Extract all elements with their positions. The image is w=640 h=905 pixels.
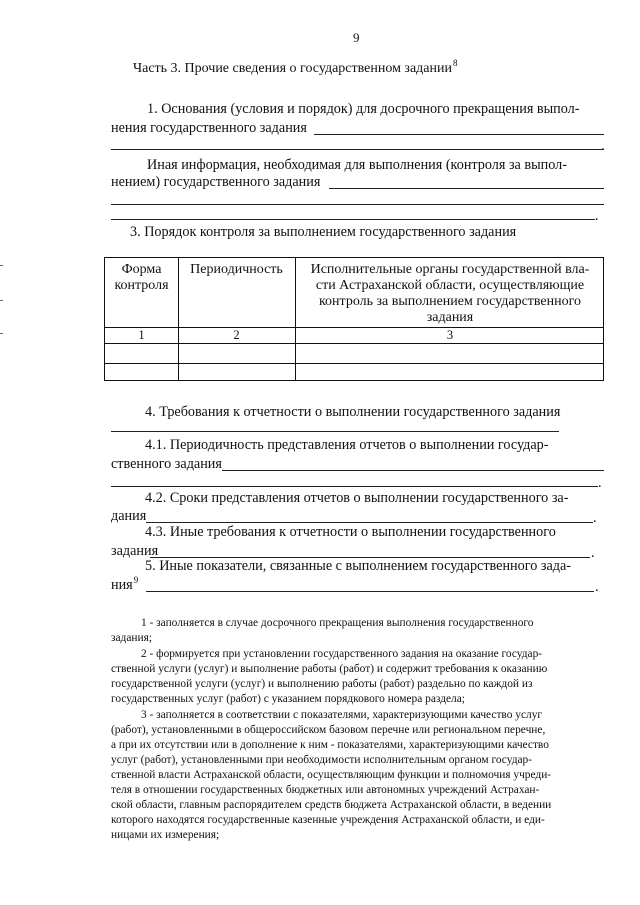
table-header-form	[105, 262, 178, 294]
table-row-divider	[105, 363, 603, 364]
item4-1-line1: 4.1. Периодичность представления отчетов о выполнении государ-	[145, 437, 549, 453]
table-header-form-line: Форма	[121, 262, 162, 277]
item5-line2-text: ния	[111, 577, 133, 593]
control-table	[104, 257, 604, 381]
table-row-divider	[105, 343, 603, 344]
table-column-number: 2	[233, 328, 240, 342]
table-header-periodicity-line: Периодичность	[190, 262, 283, 277]
part3-title-text: Часть 3. Прочие сведения о государственном задании	[133, 61, 452, 76]
item1-fill-line-2	[111, 149, 604, 150]
item4-1-fill-line-2	[111, 486, 598, 487]
note-2-line: 2 - формируется при установлении государственного задания на оказание государ-	[141, 648, 543, 660]
item4-title: 4. Требования к отчетности о выполнении государственного задания	[145, 404, 561, 420]
scan-margin-mark	[0, 300, 3, 301]
note-3-line: ницами их измерения;	[111, 829, 220, 841]
note-2-line: государственной услуги (услуг) и выполнению работы (работ) раздельно по каждой из	[111, 678, 533, 690]
item2-fill-line-3	[111, 219, 595, 220]
note-3-line: а при их отсутствии или в дополнение к ним - показателями, характеризующими качество	[111, 739, 549, 751]
item4-3-line1: 4.3. Иные требования к отчетности о выполнении государственного	[145, 524, 556, 540]
item1-line1: 1. Основания (условия и порядок) для досрочного прекращения выпол-	[147, 101, 580, 117]
note-3-line: 3 - заполняется в соответствии с показателями, характеризующими качество услуг	[141, 709, 543, 721]
part3-title	[133, 58, 458, 77]
item4-2-line2: дания	[111, 508, 147, 524]
scan-margin-mark	[0, 265, 3, 266]
note-2-line: государственных услуг (работ) с указанием порядкового номера раздела;	[111, 693, 465, 705]
table-header-form-line: контроля	[114, 278, 169, 293]
item4-1-period: .	[598, 475, 602, 491]
item2-fill-line	[329, 188, 604, 189]
item2-line2: нением) государственного задания	[111, 174, 321, 190]
note-2-line: ственной услуги (услуг) и выполнение работы (работ) и содержит требования к оказанию	[111, 663, 548, 675]
item5-period: .	[595, 579, 599, 595]
table-header-periodicity	[178, 262, 295, 278]
part3-footnote-mark: 8	[453, 58, 458, 68]
note-3-line: которого находятся государственные казенные учреждения Астраханской области, и еди-	[111, 814, 545, 826]
item5-line2	[111, 577, 138, 594]
item2-fill-line-2	[111, 204, 604, 205]
item2-line1: Иная информация, необходимая для выполнения (контроля за выпол-	[147, 157, 567, 173]
table-header-authorities-line: сти Астраханской области, осуществляющие	[315, 278, 585, 293]
item5-fill-line	[146, 591, 594, 592]
note-3-line: ской области, главным распорядителем средств бюджета Астраханской области, в ведении	[111, 799, 552, 811]
table-column-number: 1	[138, 328, 145, 342]
table-header-authorities-line: задания	[426, 310, 474, 325]
item3-title: 3. Порядок контроля за выполнением государственного задания	[130, 224, 517, 240]
item4-fill-line	[111, 431, 559, 432]
table-column-number: 3	[446, 328, 454, 342]
note-3-line: ственной власти Астраханской области, осуществляющим функции и полномочия учреди-	[111, 769, 552, 781]
item4-1-fill-line	[222, 470, 604, 471]
item1-line2: нения государственного задания	[111, 120, 307, 136]
item4-3-line2: задания	[111, 543, 159, 559]
table-header-authorities	[295, 262, 605, 326]
table-header-authorities-line: Исполнительные органы государственной вла-	[310, 262, 590, 277]
item5-footnote-mark: 9	[133, 575, 139, 585]
note-3-line: (работ), установленными в общероссийском базовом перечне или региональном перечне,	[111, 724, 546, 736]
item2-period: .	[595, 208, 599, 224]
note-1-line: 1 - заполняется в случае досрочного прекращения выполнения государственного	[141, 617, 534, 629]
table-row-divider	[105, 327, 603, 328]
note-3-line: услуг (работ), установленными при необходимости исполнительным органом государ-	[111, 754, 533, 766]
item4-3-period: .	[591, 545, 595, 561]
note-3-line: теля в отношении государственных бюджетных или автономных учреждений Астрахан-	[111, 784, 540, 796]
item1-fill-line	[314, 134, 604, 135]
item4-1-line2: ственного задания	[111, 456, 222, 472]
scan-margin-mark	[0, 333, 3, 334]
table-header-authorities-line: контроль за выполнением государственного	[318, 294, 582, 309]
item4-2-period: .	[593, 510, 597, 526]
item4-2-fill-line	[146, 522, 593, 523]
item4-2-line1: 4.2. Сроки представления отчетов о выполнении государственного за-	[145, 490, 569, 506]
note-1-line: задания;	[111, 632, 153, 644]
item1-period: .	[601, 138, 605, 154]
page-number: 9	[353, 30, 360, 45]
item5-line1: 5. Иные показатели, связанные с выполнением государственного зада-	[145, 558, 571, 574]
